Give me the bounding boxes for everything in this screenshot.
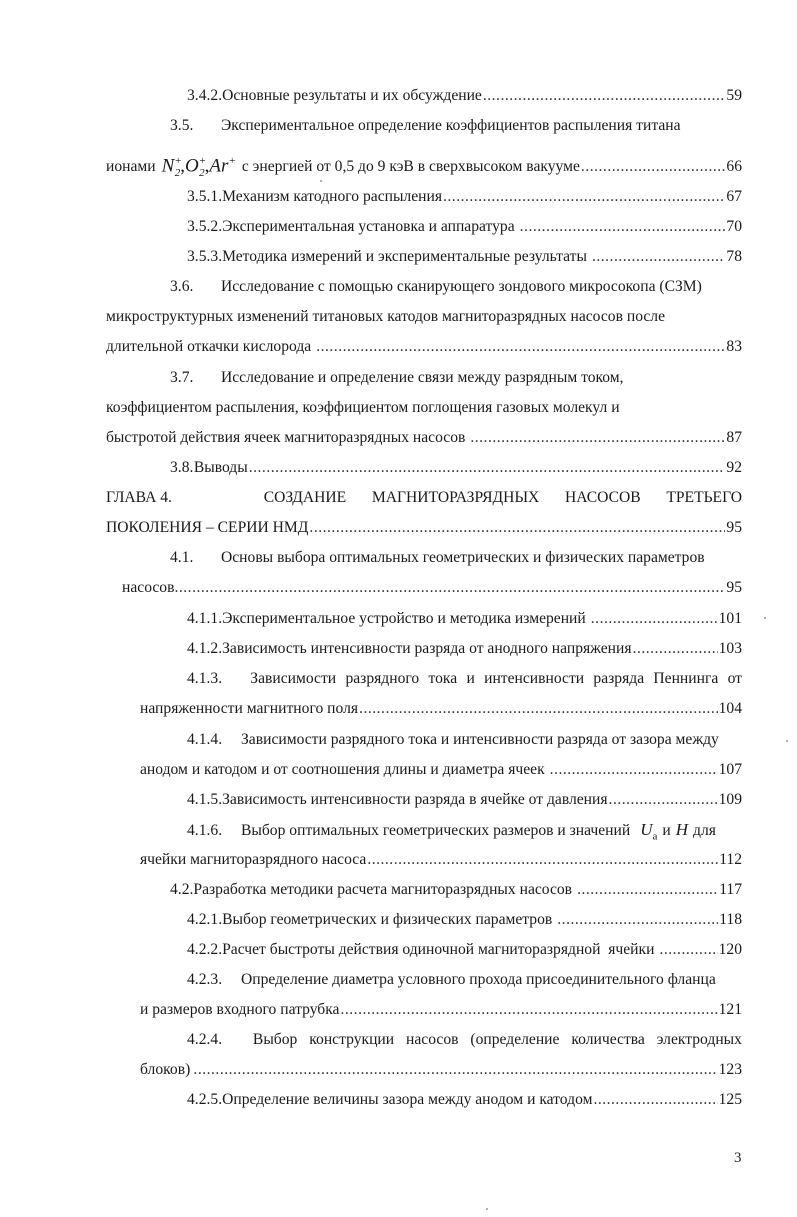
page-ref: 107	[718, 761, 742, 778]
toc-entry-4-2-4[interactable]	[187, 1029, 742, 1051]
section-number: 3.8.	[170, 459, 194, 476]
section-title-cont: быстротой действия ячеек магниторазрядных насосов	[106, 429, 466, 446]
section-title-cont: коэффициентом распыления, коэффициентом поглощения газовых молекул и	[106, 399, 620, 416]
section-title-word: интенсивности	[484, 670, 585, 687]
toc-entry-4-1-6[interactable]	[187, 819, 742, 841]
page-ref: 101	[718, 610, 742, 627]
section-title-word: насосов	[406, 1031, 459, 1048]
section-number: 3.6.	[170, 278, 194, 295]
section-number: 4.1.2.	[187, 640, 223, 657]
section-title: Основы выбора оптимальных геометрических и физических параметров	[221, 549, 705, 566]
section-number: 3.5.3.	[187, 248, 223, 265]
section-title: Зависимость интенсивности разряда в ячейке от давления	[222, 791, 608, 808]
section-number: 4.1.4.	[187, 731, 223, 748]
section-title: Механизм катодного распыления	[222, 188, 442, 205]
toc-entry-4-1-3[interactable]	[187, 668, 742, 690]
section-number: 3.4.2.	[187, 87, 223, 104]
page-ref: 95	[726, 579, 742, 596]
dot-leader	[550, 759, 718, 781]
dot-leader	[633, 638, 718, 660]
anode-voltage-symbol: $U_a$	[640, 820, 658, 843]
section-title: Основные результаты и их обсуждение	[222, 87, 482, 104]
section-title: Выбор геометрических и физических параметров	[222, 911, 553, 928]
section-title-word: для	[693, 822, 716, 839]
toc-entry-3-4-2[interactable]	[187, 85, 742, 107]
section-title-word: и	[466, 670, 475, 687]
section-title-word: Зависимости	[250, 670, 337, 687]
toc-entry-3-5-2[interactable]	[187, 216, 742, 238]
page-ref: 109	[718, 791, 742, 808]
section-number: 4.1.	[170, 549, 194, 566]
scan-artifact	[786, 740, 788, 742]
section-title-word: Выбор	[252, 1031, 298, 1048]
chapter-title-word: СОЗДАНИЕ	[263, 489, 347, 506]
section-title: Экспериментальное устройство и методика измерений	[222, 610, 586, 627]
chapter-title-word: ТРЕТЬЕГО	[666, 489, 742, 506]
section-number: 3.7.	[170, 369, 194, 386]
section-title: Исследование и определение связи между разрядным током,	[221, 369, 624, 386]
section-title-word: конструкции	[309, 1031, 395, 1048]
dot-leader	[193, 1059, 717, 1081]
toc-entry-3-7[interactable]	[170, 367, 742, 389]
section-number: 4.1.5.	[187, 791, 223, 808]
section-title: Исследование с помощью сканирующего зондового микросокопа (СЗМ)	[221, 278, 702, 295]
dot-leader	[249, 457, 726, 479]
dot-leader	[174, 577, 725, 599]
toc-entry-4-1-3-cont[interactable]	[140, 698, 742, 720]
section-number: 3.5.1.	[187, 188, 223, 205]
section-title-cont: ионами	[106, 158, 156, 176]
section-title-word: разрядного	[345, 670, 420, 687]
section-title-word: Пеннинга	[653, 670, 719, 687]
section-number: 4.1.1.	[187, 610, 223, 627]
toc-entry-4-2-3-cont[interactable]	[140, 999, 742, 1021]
chapter-title-word: НАСОСОВ	[565, 489, 641, 506]
section-number: 3.5.	[170, 117, 194, 134]
section-title: Расчет быстроты действия одиночной магниторазрядной ячейки	[222, 941, 655, 958]
chapter-number: ГЛАВА 4.	[106, 489, 172, 506]
section-title-cont: насосов	[122, 579, 175, 596]
toc-entry-4-1-6-cont[interactable]	[140, 849, 742, 871]
dot-leader	[483, 85, 726, 107]
section-number: 4.2.4.	[187, 1031, 223, 1048]
toc-entry-4-1-1[interactable]	[187, 608, 742, 630]
dot-leader	[309, 517, 725, 539]
dot-leader	[577, 879, 718, 901]
section-title: Методика измерений и экспериментальные результаты	[222, 248, 587, 265]
dot-leader	[359, 698, 718, 720]
toc-entry-3-5-cont[interactable]	[106, 150, 742, 180]
section-title: Выводы	[193, 459, 248, 476]
toc-entry-4-2-3[interactable]	[187, 969, 742, 991]
page-ref: 87	[726, 429, 742, 446]
ion-formula: $N^+_2,O^+_2,Ar^+$	[161, 155, 236, 180]
section-title: Экспериментальная установка и аппаратура	[222, 218, 515, 235]
chapter-title-cont: ПОКОЛЕНИЯ – СЕРИИ НМД	[106, 519, 309, 536]
section-title: Зависимость интенсивности разряда от анодного напряжения	[222, 640, 632, 657]
scan-artifact	[486, 1208, 488, 1210]
section-title-word: тока	[428, 670, 458, 687]
page-ref: 70	[726, 218, 742, 235]
toc-entry-4-2-2[interactable]	[187, 939, 742, 961]
dot-leader	[591, 608, 718, 630]
dot-leader	[520, 216, 726, 238]
page-ref: 103	[718, 640, 742, 657]
section-title-word: разряда	[593, 670, 645, 687]
toc-entry-chapter-4[interactable]	[106, 487, 742, 509]
toc-entry-4-2-5[interactable]	[187, 1089, 742, 1111]
toc-entry-chapter-4-cont[interactable]	[106, 517, 742, 539]
section-title: Выбор оптимальных геометрических размеров и значений	[241, 822, 631, 839]
section-number: 4.2.5.	[187, 1091, 223, 1108]
toc-entry-4-2-1[interactable]	[187, 909, 742, 931]
toc-entry-4-2-4-cont[interactable]	[140, 1059, 742, 1081]
section-title: Определение величины зазора между анодом и катодом	[222, 1091, 593, 1108]
toc-entry-4-1-2[interactable]	[187, 638, 742, 660]
section-title-word: (определение	[470, 1031, 560, 1048]
dot-leader	[593, 1089, 717, 1111]
dot-leader	[367, 849, 718, 871]
toc-entry-4-2[interactable]	[170, 879, 742, 901]
section-title: Разработка методики расчета магниторазрядных насосов	[193, 881, 573, 898]
page-ref: 59	[726, 87, 742, 104]
toc-entry-4-1-5[interactable]	[187, 789, 742, 811]
chapter-title-word: МАГНИТОРАЗРЯДНЫХ	[371, 489, 540, 506]
toc-entry-3-6[interactable]	[170, 276, 742, 298]
section-number: 3.5.2.	[187, 218, 223, 235]
page-ref: 104	[718, 700, 742, 717]
dot-leader	[659, 939, 717, 961]
dot-leader	[557, 909, 718, 931]
page-ref: 78	[726, 248, 742, 265]
page-number: 3	[734, 1150, 742, 1166]
page-ref: 118	[719, 911, 742, 928]
section-number: 4.2.2.	[187, 941, 223, 958]
section-title-cont: анодом и катодом и от соотношения длины и диаметра ячеек	[140, 761, 545, 778]
section-title: Экспериментальное определение коэффициентов распыления титана	[221, 117, 681, 134]
dot-leader	[592, 246, 725, 268]
section-number: 4.2.3.	[187, 971, 223, 988]
section-title-cont: микроструктурных изменений титановых катодов магниторазрядных насосов после	[106, 308, 665, 325]
toc-entry-3-6-cont[interactable]	[106, 306, 742, 328]
section-title: Определение диаметра условного прохода присоединительного фланца	[241, 971, 716, 988]
scan-artifact	[320, 180, 322, 182]
toc-entry-4-1-4[interactable]	[187, 729, 742, 751]
toc-entry-4-1-cont[interactable]	[122, 577, 742, 599]
toc-entry-4-1[interactable]	[170, 547, 742, 569]
section-number: 4.1.6.	[187, 822, 223, 839]
section-title-word: количества	[571, 1031, 645, 1048]
toc-entry-3-8[interactable]	[170, 457, 742, 479]
toc-entry-3-5-1[interactable]	[187, 186, 742, 208]
section-title-cont: ячейки магниторазрядного насоса	[140, 851, 367, 868]
page-ref: 120	[718, 941, 742, 958]
toc-entry-3-5[interactable]	[170, 115, 742, 137]
scan-artifact	[764, 617, 766, 619]
dot-leader	[470, 427, 725, 449]
section-title: Зависимости разрядного тока и интенсивности разряда от зазора между	[241, 731, 719, 748]
section-number: 4.2.	[170, 881, 194, 898]
dot-leader	[316, 336, 725, 358]
section-title-cont: и размеров входного патрубка	[140, 1001, 340, 1018]
section-number: 4.1.3.	[187, 670, 223, 687]
toc-entry-3-7-cont2[interactable]	[106, 427, 742, 449]
page-ref: 92	[726, 459, 742, 476]
page-ref: 66	[726, 158, 742, 176]
section-title-cont: длительной откачки кислорода	[106, 338, 312, 355]
section-number: 4.2.1.	[187, 911, 223, 928]
dot-leader	[340, 999, 717, 1021]
section-title-word: и	[662, 822, 671, 839]
page-ref: 125	[718, 1091, 742, 1108]
toc-entry-3-6-cont2[interactable]	[106, 336, 742, 358]
page-ref: 117	[719, 881, 742, 898]
toc-entry-3-7-cont[interactable]	[106, 397, 742, 419]
section-title-cont: с энергией от 0,5 до 9 кэВ в сверхвысоком вакууме	[241, 158, 580, 176]
page-ref: 67	[726, 188, 742, 205]
dot-leader	[443, 186, 725, 208]
magnetic-field-symbol: H	[675, 820, 689, 839]
section-title-word: от	[727, 670, 742, 687]
page-ref: 112	[719, 851, 742, 868]
section-title-word: электродных	[656, 1031, 742, 1048]
section-title-cont: блоков)	[140, 1061, 191, 1078]
page-ref: 123	[718, 1061, 742, 1078]
page-ref: 121	[718, 1001, 742, 1018]
page-ref: 83	[726, 338, 742, 355]
toc-entry-3-5-3[interactable]	[187, 246, 742, 268]
dot-leader	[609, 789, 718, 811]
page-ref: 95	[726, 519, 742, 536]
dot-leader	[581, 156, 725, 178]
toc-entry-4-1-4-cont[interactable]	[140, 759, 742, 781]
section-title-cont: напряженности магнитного поля	[140, 700, 359, 717]
